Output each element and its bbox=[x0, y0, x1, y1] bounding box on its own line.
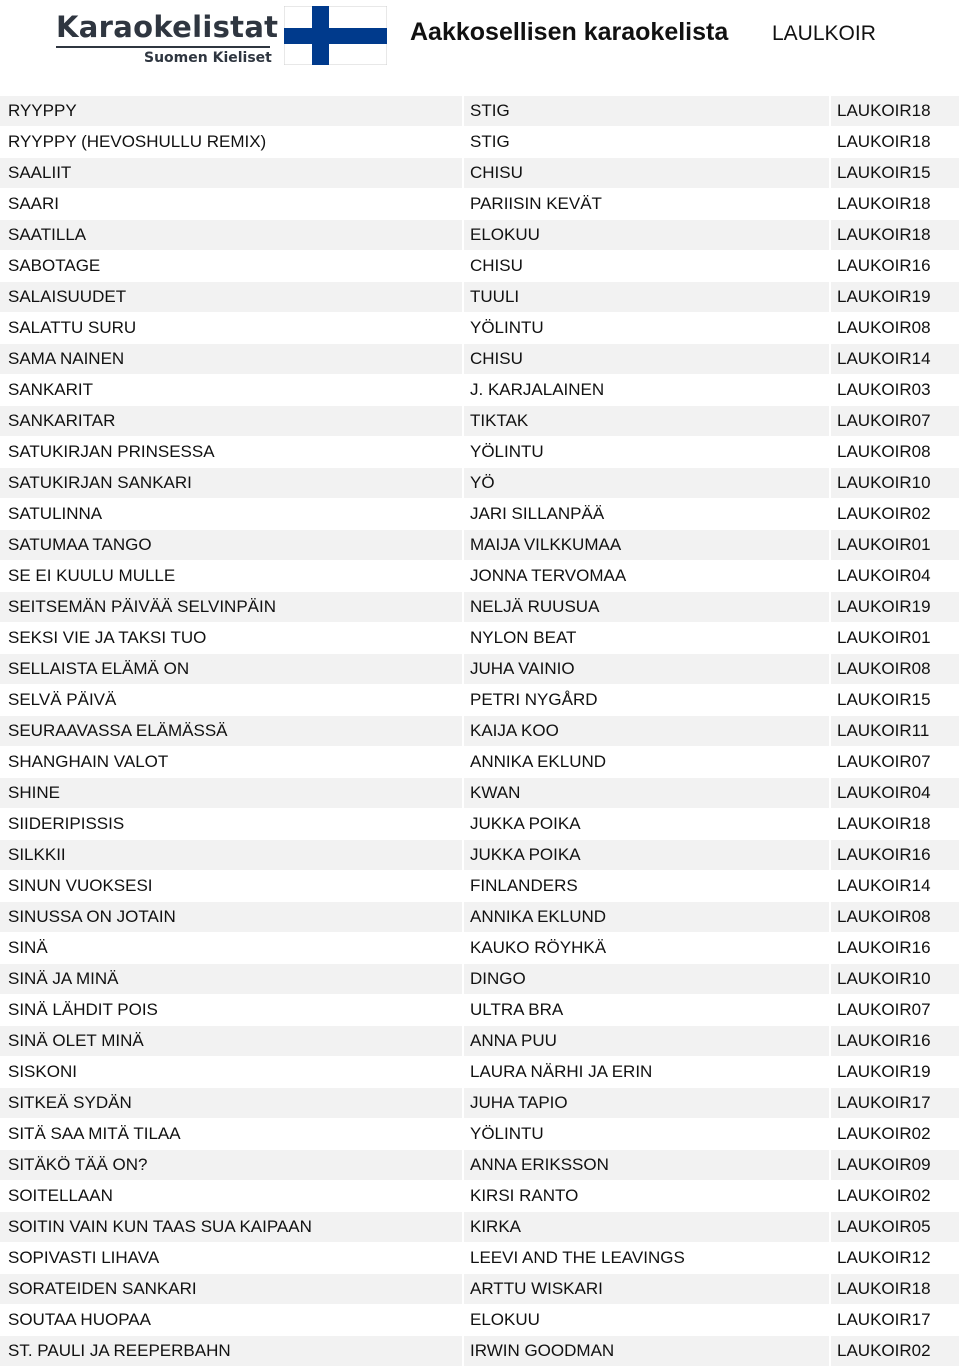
artist-cell: KWAN bbox=[463, 778, 830, 809]
table-row bbox=[0, 1336, 960, 1367]
song-title-cell: ST. PAULI JA REEPERBAHN bbox=[0, 1336, 463, 1367]
song-title-cell: SOPIVASTI LIHAVA bbox=[0, 1243, 463, 1274]
song-title-cell: SEKSI VIE JA TAKSI TUO bbox=[0, 623, 463, 654]
song-title-cell: SALATTU SURU bbox=[0, 313, 463, 344]
song-table-body bbox=[0, 96, 960, 1367]
artist-cell: JUHA TAPIO bbox=[463, 1088, 830, 1119]
disc-code-cell: LAUKOIR04 bbox=[830, 561, 960, 592]
disc-code-cell: LAUKOIR19 bbox=[830, 1057, 960, 1088]
song-title-cell: SILKKII bbox=[0, 840, 463, 871]
artist-cell: STIG bbox=[463, 127, 830, 158]
table-row bbox=[0, 1212, 960, 1243]
disc-code-cell: LAUKOIR08 bbox=[830, 313, 960, 344]
artist-cell: ULTRA BRA bbox=[463, 995, 830, 1026]
song-title-cell: SAMA NAINEN bbox=[0, 344, 463, 375]
disc-code-cell: LAUKOIR14 bbox=[830, 344, 960, 375]
disc-code-cell: LAUKOIR10 bbox=[830, 468, 960, 499]
artist-cell: ELOKUU bbox=[463, 220, 830, 251]
logo-subtitle: Suomen Kieliset bbox=[144, 50, 272, 66]
artist-cell: JARI SILLANPÄÄ bbox=[463, 499, 830, 530]
artist-cell: IRWIN GOODMAN bbox=[463, 1336, 830, 1367]
table-row bbox=[0, 96, 960, 127]
table-row bbox=[0, 158, 960, 189]
disc-code-cell: LAUKOIR16 bbox=[830, 933, 960, 964]
artist-cell: TIKTAK bbox=[463, 406, 830, 437]
artist-cell: PARIISIN KEVÄT bbox=[463, 189, 830, 220]
artist-cell: MAIJA VILKKUMAA bbox=[463, 530, 830, 561]
song-title-cell: SINUSSA ON JOTAIN bbox=[0, 902, 463, 933]
song-title-cell: SINÄ JA MINÄ bbox=[0, 964, 463, 995]
disc-code-cell: LAUKOIR04 bbox=[830, 778, 960, 809]
song-title-cell: SE EI KUULU MULLE bbox=[0, 561, 463, 592]
finnish-flag-icon bbox=[284, 6, 387, 65]
table-row bbox=[0, 964, 960, 995]
table-row bbox=[0, 623, 960, 654]
artist-cell: JUHA VAINIO bbox=[463, 654, 830, 685]
artist-cell: ANNA PUU bbox=[463, 1026, 830, 1057]
table-row bbox=[0, 499, 960, 530]
table-row bbox=[0, 809, 960, 840]
artist-cell: KIRSI RANTO bbox=[463, 1181, 830, 1212]
song-title-cell: SANKARIT bbox=[0, 375, 463, 406]
page-subtitle: LAULKOIR bbox=[772, 22, 876, 45]
song-title-cell: SOUTAA HUOPAA bbox=[0, 1305, 463, 1336]
artist-cell: JONNA TERVOMAA bbox=[463, 561, 830, 592]
song-title-cell: SATUMAA TANGO bbox=[0, 530, 463, 561]
song-title-cell: RYYPPY bbox=[0, 96, 463, 127]
disc-code-cell: LAUKOIR12 bbox=[830, 1243, 960, 1274]
song-title-cell: SAATILLA bbox=[0, 220, 463, 251]
artist-cell: DINGO bbox=[463, 964, 830, 995]
song-title-cell: SHANGHAIN VALOT bbox=[0, 747, 463, 778]
logo-title: Karaokelistat bbox=[56, 10, 279, 44]
table-row bbox=[0, 902, 960, 933]
song-title-cell: SALAISUUDET bbox=[0, 282, 463, 313]
disc-code-cell: LAUKOIR19 bbox=[830, 592, 960, 623]
song-title-cell: SABOTAGE bbox=[0, 251, 463, 282]
disc-code-cell: LAUKOIR18 bbox=[830, 96, 960, 127]
artist-cell: KAUKO RÖYHKÄ bbox=[463, 933, 830, 964]
table-row bbox=[0, 189, 960, 220]
artist-cell: NELJÄ RUUSUA bbox=[463, 592, 830, 623]
table-row bbox=[0, 220, 960, 251]
disc-code-cell: LAUKOIR02 bbox=[830, 1181, 960, 1212]
disc-code-cell: LAUKOIR19 bbox=[830, 282, 960, 313]
table-row bbox=[0, 282, 960, 313]
artist-cell: FINLANDERS bbox=[463, 871, 830, 902]
table-row bbox=[0, 1243, 960, 1274]
song-title-cell: SINÄ bbox=[0, 933, 463, 964]
song-title-cell: SELLAISTA ELÄMÄ ON bbox=[0, 654, 463, 685]
song-title-cell: SELVÄ PÄIVÄ bbox=[0, 685, 463, 716]
table-row bbox=[0, 747, 960, 778]
song-title-cell: SINUN VUOKSESI bbox=[0, 871, 463, 902]
disc-code-cell: LAUKOIR08 bbox=[830, 902, 960, 933]
table-row bbox=[0, 1305, 960, 1336]
table-row bbox=[0, 406, 960, 437]
artist-cell: KIRKA bbox=[463, 1212, 830, 1243]
artist-cell: YÖLINTU bbox=[463, 313, 830, 344]
song-title-cell: SINÄ OLET MINÄ bbox=[0, 1026, 463, 1057]
disc-code-cell: LAUKOIR18 bbox=[830, 127, 960, 158]
artist-cell: CHISU bbox=[463, 344, 830, 375]
karaoke-song-table bbox=[0, 96, 960, 1367]
song-title-cell: RYYPPY (HEVOSHULLU REMIX) bbox=[0, 127, 463, 158]
disc-code-cell: LAUKOIR03 bbox=[830, 375, 960, 406]
artist-cell: J. KARJALAINEN bbox=[463, 375, 830, 406]
disc-code-cell: LAUKOIR16 bbox=[830, 1026, 960, 1057]
song-title-cell: SOITIN VAIN KUN TAAS SUA KAIPAAN bbox=[0, 1212, 463, 1243]
disc-code-cell: LAUKOIR15 bbox=[830, 158, 960, 189]
disc-code-cell: LAUKOIR10 bbox=[830, 964, 960, 995]
song-title-cell: SATUKIRJAN PRINSESSA bbox=[0, 437, 463, 468]
song-title-cell: SHINE bbox=[0, 778, 463, 809]
disc-code-cell: LAUKOIR07 bbox=[830, 406, 960, 437]
song-title-cell: SITKEÄ SYDÄN bbox=[0, 1088, 463, 1119]
table-row bbox=[0, 1057, 960, 1088]
song-title-cell: SISKONI bbox=[0, 1057, 463, 1088]
artist-cell: LAURA NÄRHI JA ERIN bbox=[463, 1057, 830, 1088]
page-title: Aakkosellisen karaokelista bbox=[410, 18, 729, 46]
table-row bbox=[0, 530, 960, 561]
table-row bbox=[0, 468, 960, 499]
disc-code-cell: LAUKOIR17 bbox=[830, 1305, 960, 1336]
disc-code-cell: LAUKOIR18 bbox=[830, 1274, 960, 1305]
song-title-cell: SITÄKÖ TÄÄ ON? bbox=[0, 1150, 463, 1181]
disc-code-cell: LAUKOIR02 bbox=[830, 1336, 960, 1367]
table-row bbox=[0, 840, 960, 871]
table-row bbox=[0, 1088, 960, 1119]
disc-code-cell: LAUKOIR02 bbox=[830, 499, 960, 530]
table-row bbox=[0, 1119, 960, 1150]
karaokelistat-logo bbox=[54, 8, 286, 70]
artist-cell: JUKKA POIKA bbox=[463, 840, 830, 871]
table-row bbox=[0, 654, 960, 685]
song-title-cell: SITÄ SAA MITÄ TILAA bbox=[0, 1119, 463, 1150]
artist-cell: CHISU bbox=[463, 251, 830, 282]
disc-code-cell: LAUKOIR14 bbox=[830, 871, 960, 902]
disc-code-cell: LAUKOIR02 bbox=[830, 1119, 960, 1150]
table-row bbox=[0, 437, 960, 468]
disc-code-cell: LAUKOIR07 bbox=[830, 747, 960, 778]
song-title-cell: SATUKIRJAN SANKARI bbox=[0, 468, 463, 499]
table-row bbox=[0, 313, 960, 344]
artist-cell: PETRI NYGÅRD bbox=[463, 685, 830, 716]
table-row bbox=[0, 995, 960, 1026]
song-title-cell: SINÄ LÄHDIT POIS bbox=[0, 995, 463, 1026]
artist-cell: KAIJA KOO bbox=[463, 716, 830, 747]
table-row bbox=[0, 871, 960, 902]
disc-code-cell: LAUKOIR11 bbox=[830, 716, 960, 747]
song-title-cell: SATULINNA bbox=[0, 499, 463, 530]
table-row bbox=[0, 1181, 960, 1212]
disc-code-cell: LAUKOIR09 bbox=[830, 1150, 960, 1181]
disc-code-cell: LAUKOIR15 bbox=[830, 685, 960, 716]
song-title-cell: SAALIIT bbox=[0, 158, 463, 189]
disc-code-cell: LAUKOIR01 bbox=[830, 530, 960, 561]
song-title-cell: SORATEIDEN SANKARI bbox=[0, 1274, 463, 1305]
artist-cell: ELOKUU bbox=[463, 1305, 830, 1336]
disc-code-cell: LAUKOIR17 bbox=[830, 1088, 960, 1119]
artist-cell: ANNIKA EKLUND bbox=[463, 902, 830, 933]
artist-cell: ANNA ERIKSSON bbox=[463, 1150, 830, 1181]
song-title-cell: SEURAAVASSA ELÄMÄSSÄ bbox=[0, 716, 463, 747]
disc-code-cell: LAUKOIR01 bbox=[830, 623, 960, 654]
artist-cell: YÖ bbox=[463, 468, 830, 499]
disc-code-cell: LAUKOIR16 bbox=[830, 840, 960, 871]
disc-code-cell: LAUKOIR07 bbox=[830, 995, 960, 1026]
artist-cell: YÖLINTU bbox=[463, 437, 830, 468]
table-row bbox=[0, 1026, 960, 1057]
disc-code-cell: LAUKOIR08 bbox=[830, 437, 960, 468]
table-row bbox=[0, 1150, 960, 1181]
disc-code-cell: LAUKOIR18 bbox=[830, 189, 960, 220]
song-title-cell: SIIDERIPISSIS bbox=[0, 809, 463, 840]
table-row bbox=[0, 685, 960, 716]
artist-cell: TUULI bbox=[463, 282, 830, 313]
song-title-cell: SANKARITAR bbox=[0, 406, 463, 437]
song-title-cell: SEITSEMÄN PÄIVÄÄ SELVINPÄIN bbox=[0, 592, 463, 623]
disc-code-cell: LAUKOIR16 bbox=[830, 251, 960, 282]
table-row bbox=[0, 716, 960, 747]
table-row bbox=[0, 592, 960, 623]
artist-cell: ANNIKA EKLUND bbox=[463, 747, 830, 778]
disc-code-cell: LAUKOIR18 bbox=[830, 809, 960, 840]
artist-cell: JUKKA POIKA bbox=[463, 809, 830, 840]
song-title-cell: SOITELLAAN bbox=[0, 1181, 463, 1212]
artist-cell: CHISU bbox=[463, 158, 830, 189]
table-row bbox=[0, 375, 960, 406]
table-row bbox=[0, 933, 960, 964]
disc-code-cell: LAUKOIR18 bbox=[830, 220, 960, 251]
page-header bbox=[0, 0, 960, 96]
artist-cell: NYLON BEAT bbox=[463, 623, 830, 654]
disc-code-cell: LAUKOIR05 bbox=[830, 1212, 960, 1243]
table-row bbox=[0, 1274, 960, 1305]
artist-cell: ARTTU WISKARI bbox=[463, 1274, 830, 1305]
artist-cell: STIG bbox=[463, 96, 830, 127]
table-row bbox=[0, 344, 960, 375]
table-row bbox=[0, 251, 960, 282]
table-row bbox=[0, 127, 960, 158]
artist-cell: YÖLINTU bbox=[463, 1119, 830, 1150]
logo-underline bbox=[56, 46, 270, 48]
table-row bbox=[0, 561, 960, 592]
table-row bbox=[0, 778, 960, 809]
artist-cell: LEEVI AND THE LEAVINGS bbox=[463, 1243, 830, 1274]
song-title-cell: SAARI bbox=[0, 189, 463, 220]
disc-code-cell: LAUKOIR08 bbox=[830, 654, 960, 685]
